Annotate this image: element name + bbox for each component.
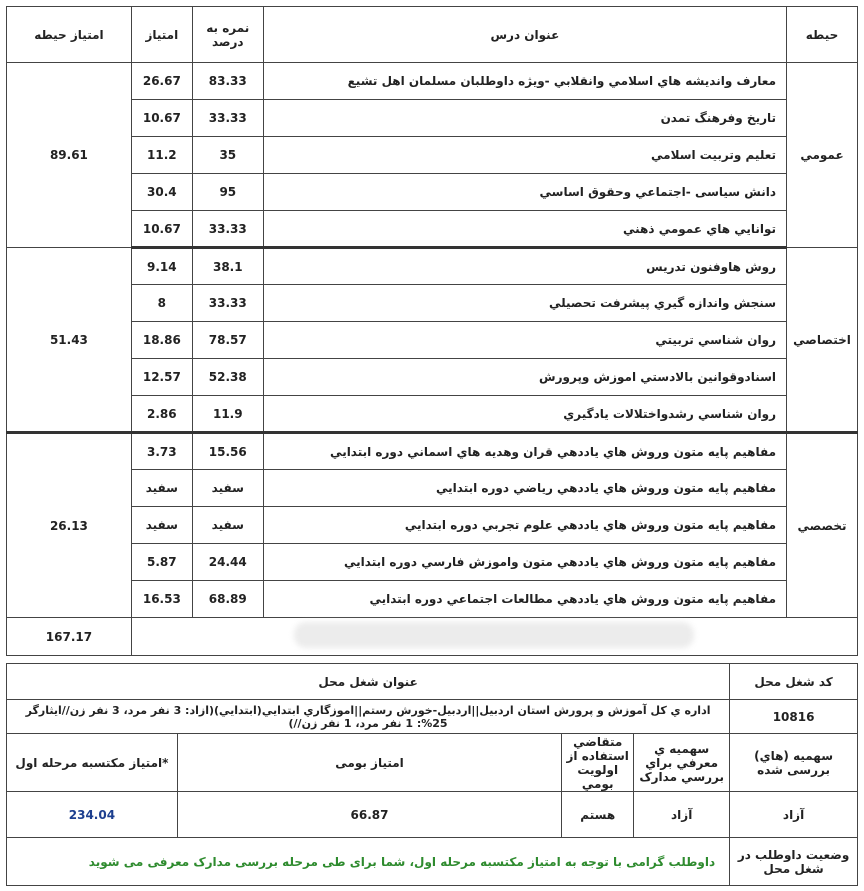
table-row	[7, 581, 858, 618]
native-score-label: امتیاز بومی	[177, 734, 561, 792]
category-name: اختصاصي	[787, 248, 858, 433]
course-title: مفاهیم پایه متون وروش هاي یاددهي علوم تجربي دوره ابتدایي	[263, 507, 786, 544]
course-percent: 33.33	[192, 100, 263, 137]
course-percent: 95	[192, 174, 263, 211]
job-code: 10816	[730, 700, 858, 734]
course-percent: سفید	[192, 507, 263, 544]
course-title: مفاهیم پایه متون وروش هاي یاددهي ریاضي دوره ابتدایي	[263, 470, 786, 507]
course-percent: 68.89	[192, 581, 263, 618]
header-category: حیطه	[787, 7, 858, 63]
header-course-title: عنوان درس	[263, 7, 786, 63]
course-score: 3.73	[131, 433, 192, 470]
course-title: مفاهیم پایه متون وروش هاي یاددهي متون واموزش فارسي دوره ابتدایي	[263, 544, 786, 581]
table-row	[7, 396, 858, 433]
course-score: 30.4	[131, 174, 192, 211]
course-title: روان شناسي تربیتي	[263, 322, 786, 359]
course-percent: 24.44	[192, 544, 263, 581]
quota-intro-label: سهمیه ي معرفي براي بررسي مدارک	[634, 734, 730, 792]
table-row	[7, 433, 858, 470]
table-row	[7, 100, 858, 137]
course-score: 18.86	[131, 322, 192, 359]
category-score: 89.61	[7, 63, 132, 248]
category-score: 26.13	[7, 433, 132, 618]
status-message: داوطلب گرامی با توجه به امتیاز مکتسبه مرحله اول، شما برای طی مرحله بررسی مدارک معرفی می شوید	[7, 838, 730, 886]
table-row	[7, 63, 858, 100]
redaction-blur	[294, 622, 694, 648]
stage1-score-label: *امتیاز مکتسبه مرحله اول	[7, 734, 178, 792]
course-title: تاریخ وفرهنگ تمدن	[263, 100, 786, 137]
job-header-row	[7, 664, 858, 700]
course-score: 11.2	[131, 137, 192, 174]
header-category-score: امتیاز حیطه	[7, 7, 132, 63]
scores-table	[6, 6, 858, 656]
course-percent: 33.33	[192, 285, 263, 322]
stage1-score: 234.04	[7, 792, 178, 838]
table-row	[7, 137, 858, 174]
course-percent: 33.33	[192, 211, 263, 248]
table-row	[7, 211, 858, 248]
blurred-area	[131, 618, 857, 656]
course-score: 9.14	[131, 248, 192, 285]
native-score: 66.87	[177, 792, 561, 838]
native-priority-label: متقاضي استفاده از اولويت بومي	[562, 734, 634, 792]
header-score: امتیاز	[131, 7, 192, 63]
course-title: روان شناسي رشدواختلالات یادگیري	[263, 396, 786, 433]
grand-total-row	[7, 618, 858, 656]
course-score: 12.57	[131, 359, 192, 396]
table-row	[7, 359, 858, 396]
category-score: 51.43	[7, 248, 132, 433]
category-name: عمومي	[787, 63, 858, 248]
course-score: 8	[131, 285, 192, 322]
grand-total: 167.17	[7, 618, 132, 656]
job-value-row	[7, 700, 858, 734]
status-row	[7, 838, 858, 886]
course-score: 10.67	[131, 100, 192, 137]
table-row	[7, 322, 858, 359]
course-score: سفید	[131, 470, 192, 507]
course-percent: 35	[192, 137, 263, 174]
scores-header-row	[7, 7, 858, 63]
status-label: وضعیت داوطلب در شغل محل	[730, 838, 858, 886]
course-title: مفاهیم پایه متون وروش هاي یاددهي قران وهدیه هاي اسماني دوره ابتدایي	[263, 433, 786, 470]
course-percent: 83.33	[192, 63, 263, 100]
course-title: اسنادوقوانین بالادستي اموزش وپرورش	[263, 359, 786, 396]
course-title: معارف واندیشه هاي اسلامي وانقلابي -ویژه داوطلبان مسلمان اهل تشیع	[263, 63, 786, 100]
course-score: 26.67	[131, 63, 192, 100]
job-title-label: عنوان شغل محل	[7, 664, 730, 700]
course-title: تعلیم وتربیت اسلامي	[263, 137, 786, 174]
course-title: روش هاوفنون تدریس	[263, 248, 786, 285]
job-title: اداره ي کل آموزش و پرورش استان اردبیل||اردبیل-خورش رستم||اموزگاري ابتدايي(ابتدايي)(ازاد: 3 نفر مرد، 3 نفر زن//ایثارگر 25%: 1 نفر مرد، 1 نفر زن//)	[7, 700, 730, 734]
course-title: سنجش واندازه گیري پیشرفت تحصیلي	[263, 285, 786, 322]
quota-reviewed-label: سهمیه (هاي) بررسی شده	[730, 734, 858, 792]
course-percent: 11.9	[192, 396, 263, 433]
table-row	[7, 174, 858, 211]
table-row	[7, 285, 858, 322]
course-percent: 15.56	[192, 433, 263, 470]
course-score: 5.87	[131, 544, 192, 581]
course-score: 16.53	[131, 581, 192, 618]
header-percent: نمره به درصد	[192, 7, 263, 63]
course-title: توانایي هاي عمومي ذهني	[263, 211, 786, 248]
quota-intro: آزاد	[634, 792, 730, 838]
quota-value-row	[7, 792, 858, 838]
course-score: سفید	[131, 507, 192, 544]
table-row	[7, 507, 858, 544]
job-table	[6, 663, 858, 886]
course-title: دانش سیاسی -اجتماعي وحقوق اساسي	[263, 174, 786, 211]
quota-header-row	[7, 734, 858, 792]
native-priority: هستم	[562, 792, 634, 838]
table-row	[7, 544, 858, 581]
job-code-label: کد شغل محل	[730, 664, 858, 700]
course-percent: 78.57	[192, 322, 263, 359]
category-name: تخصصي	[787, 433, 858, 618]
course-percent: 52.38	[192, 359, 263, 396]
table-row	[7, 248, 858, 285]
course-score: 10.67	[131, 211, 192, 248]
course-title: مفاهیم پایه متون وروش هاي یاددهي مطالعات اجتماعي دوره ابتدایي	[263, 581, 786, 618]
quota-reviewed: آزاد	[730, 792, 858, 838]
table-row	[7, 470, 858, 507]
course-percent: 38.1	[192, 248, 263, 285]
course-score: 2.86	[131, 396, 192, 433]
course-percent: سفید	[192, 470, 263, 507]
